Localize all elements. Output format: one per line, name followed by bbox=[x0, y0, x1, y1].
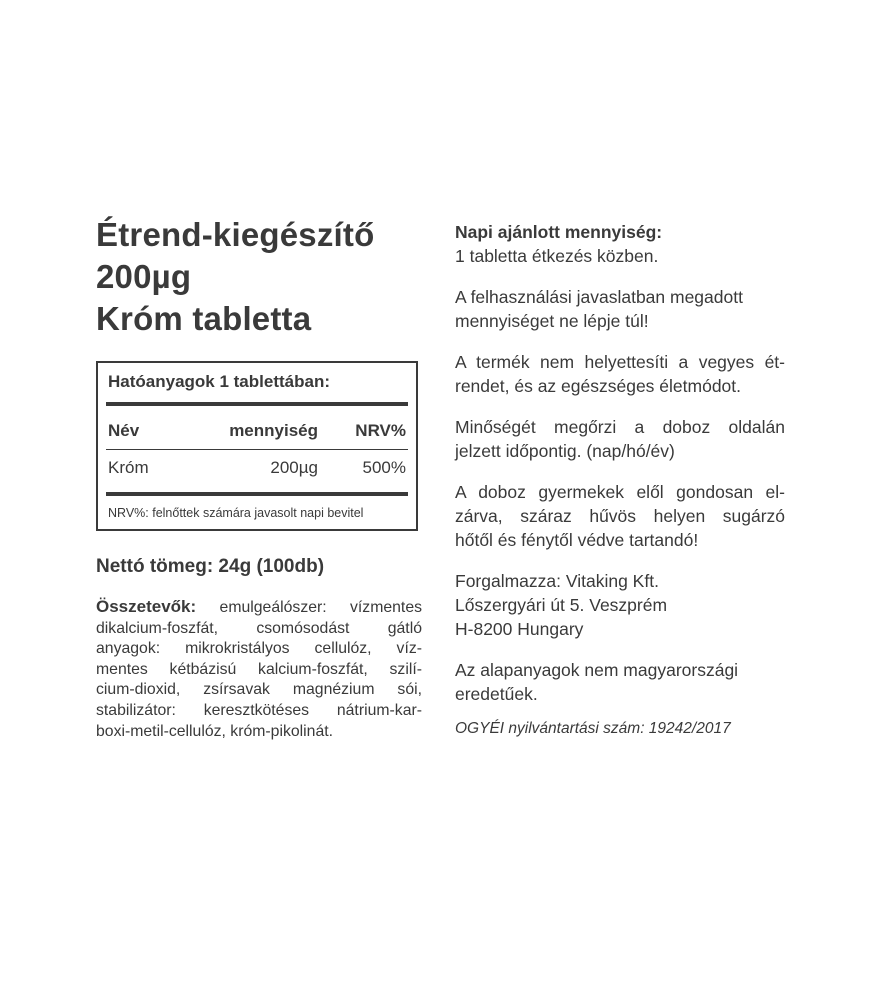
nutrition-table-header: Hatóanyagok 1 tablettában: bbox=[108, 372, 330, 391]
nrv-footnote: NRV%: felnőttek számára javasolt napi bevitel bbox=[108, 506, 364, 520]
ingredients-line bbox=[96, 597, 422, 619]
ingredients-label: Összetevők: bbox=[96, 597, 197, 616]
ingredients-line: boxi-metil-cellulóz, króm-pikolinát. bbox=[96, 722, 334, 740]
warning-section bbox=[455, 285, 785, 333]
distributor-line: Lőszergyári út 5. Veszprém bbox=[455, 595, 668, 615]
distributor-section bbox=[455, 569, 785, 641]
column-header-amount: mennyiség bbox=[229, 421, 318, 440]
net-weight: Nettó tömeg: 24g (100db) bbox=[96, 556, 325, 577]
storage-line: A doboz gyermekek elől gondosan el- bbox=[455, 482, 785, 502]
title-line-3: Króm tabletta bbox=[96, 300, 312, 337]
storage-line: zárva, száraz hűvös helyen sugárzó bbox=[455, 506, 785, 526]
ingredients-line: cium-dioxid, zsírsavak magnézium sói, bbox=[96, 681, 422, 699]
row-nrv: 500% bbox=[362, 458, 406, 477]
replacement-section bbox=[455, 350, 785, 398]
row-amount: 200µg bbox=[270, 458, 318, 477]
left-column bbox=[96, 214, 422, 742]
warning-line: mennyiséget ne lépje túl! bbox=[455, 311, 649, 331]
storage-line: hőtől és fénytől védve tartandó! bbox=[455, 530, 699, 550]
origin-section bbox=[455, 658, 785, 706]
dosage-section bbox=[455, 220, 785, 268]
storage-section bbox=[455, 480, 785, 552]
column-header-name: Név bbox=[108, 421, 140, 440]
replacement-line: rendet, és az egészséges életmódot. bbox=[455, 376, 742, 396]
column-header-nrv: NRV% bbox=[355, 421, 406, 440]
distributor-line: Forgalmazza: Vitaking Kft. bbox=[455, 571, 659, 591]
ingredients-line: anyagok: mikrokristályos cellulóz, víz- bbox=[96, 640, 422, 658]
right-column bbox=[455, 220, 785, 739]
ingredients-line: mentes kétbázisú kalcium-foszfát, szilí- bbox=[96, 660, 422, 678]
title-line-1: Étrend-kiegészítő bbox=[96, 216, 375, 253]
dosage-label: Napi ajánlott mennyiség: bbox=[455, 222, 663, 242]
ingredients-line: dikalcium-foszfát, csomósodást gátló bbox=[96, 619, 422, 637]
origin-line: Az alapanyagok nem magyarországi bbox=[455, 660, 739, 680]
origin-line: eredetűek. bbox=[455, 684, 538, 704]
ingredients-line: stabilizátor: keresztkötéses nátrium-kar- bbox=[96, 701, 422, 719]
product-title bbox=[96, 214, 422, 340]
registry-number: OGYÉI nyilvántartási szám: 19242/2017 bbox=[455, 720, 731, 737]
dosage-text: 1 tabletta étkezés közben. bbox=[455, 246, 659, 266]
replacement-line: A termék nem helyettesíti a vegyes ét- bbox=[455, 352, 785, 372]
ingredients bbox=[96, 597, 422, 742]
table-row bbox=[108, 450, 406, 492]
best-before-line: jelzett időpontig. (nap/hó/év) bbox=[455, 441, 675, 461]
row-name: Króm bbox=[108, 458, 149, 477]
nutrition-table bbox=[96, 361, 418, 531]
ingredients-text: emulgeálószer: vízmentes bbox=[196, 599, 422, 616]
warning-line: A felhasználási javaslatban megadott bbox=[455, 287, 743, 307]
distributor-line: H-8200 Hungary bbox=[455, 619, 584, 639]
best-before-line: Minőségét megőrzi a doboz oldalán bbox=[455, 417, 785, 437]
best-before-section bbox=[455, 415, 785, 463]
title-line-2: 200µg bbox=[96, 258, 192, 295]
table-header-row bbox=[108, 406, 406, 449]
